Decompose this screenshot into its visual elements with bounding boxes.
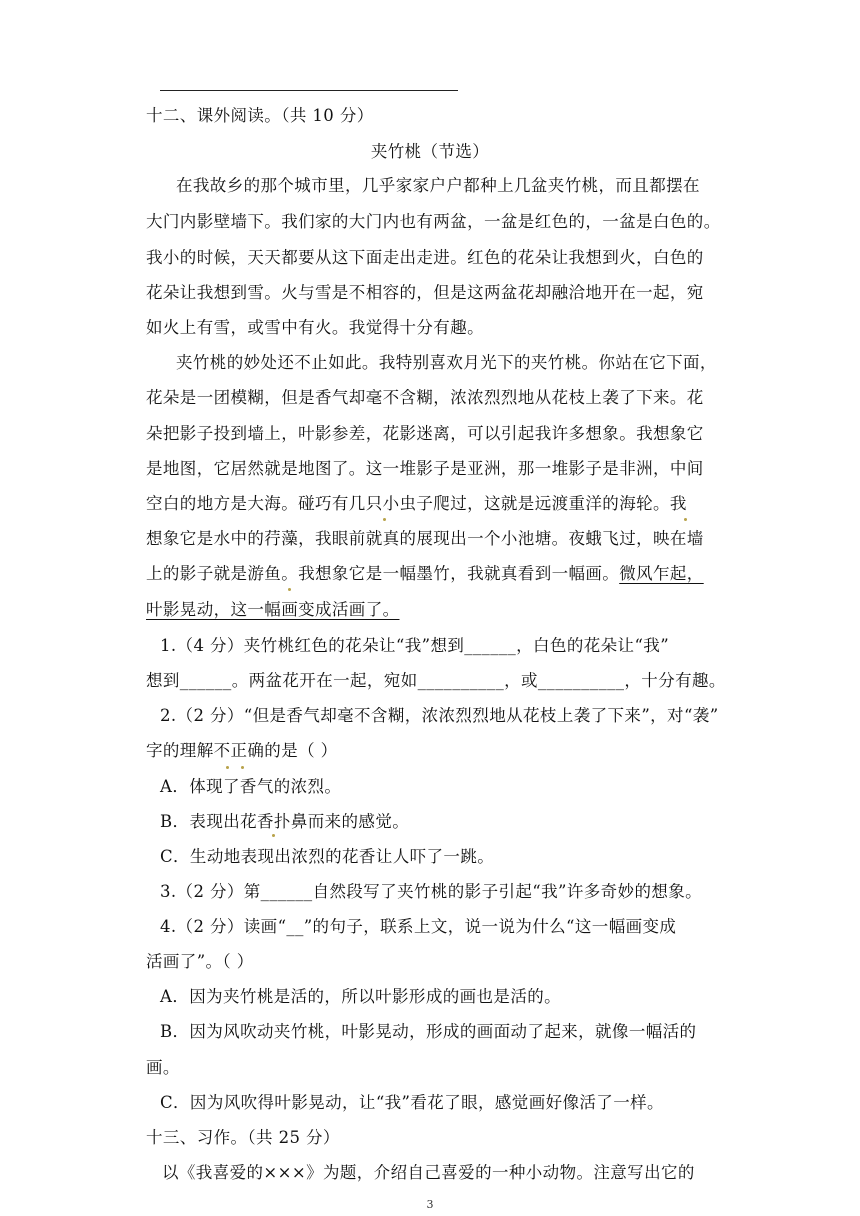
section-heading-reading: 十二、课外阅读。（共 10 分） — [146, 106, 374, 125]
passage-line: 花朵是一团模糊，但是香气却毫不含糊，浓浓烈烈地从花枝上袭了下来。花 — [146, 388, 704, 407]
question-4-option-c: C．因为风吹得叶影晃动，让“我”看花了眼，感觉画好像活了一样。 — [160, 1093, 664, 1112]
emphasis-dot — [272, 834, 275, 837]
emphasis-dot — [383, 518, 386, 521]
emphasis-dot — [288, 588, 291, 591]
question-2-option-a: A．体现了香气的浓烈。 — [160, 777, 342, 796]
emphasis-dot — [684, 518, 687, 521]
passage-title: 夹竹桃（节选） — [370, 142, 490, 161]
section-heading-writing: 十三、习作。（共 25 分） — [146, 1128, 340, 1147]
passage-line-text: 上的影子就是游鱼。我想象它是一幅墨竹，我就真看到一幅画。 — [146, 564, 620, 583]
question-2-line2: 字的理解不正确的是（ ） — [146, 741, 338, 760]
page-number: 3 — [426, 1198, 434, 1211]
question-3: 3.（2 分）第______自然段写了夹竹桃的影子引起“我”许多奇妙的想象。 — [160, 882, 703, 901]
question-2-line1: 2.（2 分）“但是香气却毫不含糊，浓浓烈烈地从花枝上袭了下来”，对“袭” — [160, 706, 719, 725]
passage-line: 在我故乡的那个城市里，几乎家家户户都种上几盆夹竹桃，而且都摆在 — [176, 176, 700, 195]
underlined-sentence-part2: 叶影晃动，这一幅画变成活画了。 — [146, 600, 400, 619]
passage-line: 夹竹桃的妙处还不止如此。我特别喜欢月光下的夹竹桃。你站在它下面， — [176, 353, 717, 372]
passage-line: 我小的时候，天天都要从这下面走出走进。红色的花朵让我想到火，白色的 — [146, 248, 704, 267]
emphasis-dot — [226, 766, 229, 769]
passage-line: 想象它是水中的荇藻，我眼前就真的展现出一个小池塘。夜蛾飞过，映在墙 — [146, 529, 704, 548]
passage-line: 是地图，它居然就是地图了。这一堆影子是亚洲，那一堆影子是非洲，中间 — [146, 459, 704, 478]
answer-line — [160, 90, 458, 91]
question-4-option-b-line2: 画。 — [146, 1058, 180, 1077]
question-1-line2: 想到______。两盆花开在一起，宛如__________，或__________，十分有趣。 — [146, 671, 726, 690]
underlined-sentence-part1: 微风乍起， — [619, 564, 704, 583]
passage-line: 朵把影子投到墙上，叶影参差，花影迷离，可以引起我许多想象。我想象它 — [146, 424, 704, 443]
passage-line: 空白的地方是大海。碰巧有几只小虫子爬过，这就是远渡重洋的海轮。我 — [146, 494, 687, 513]
passage-line: 如火上有雪，或雪中有火。我觉得十分有趣。 — [146, 318, 484, 337]
question-4-line1: 4.（2 分）读画“__”的句子，联系上文，说一说为什么“这一幅画变成 — [160, 917, 677, 936]
question-4-option-b-line1: B．因为风吹动夹竹桃，叶影晃动，形成的画面动了起来，就像一幅活的 — [160, 1022, 697, 1041]
writing-prompt: 以《我喜爱的×××》为题，介绍自己喜爱的一种小动物。注意写出它的 — [162, 1163, 695, 1182]
passage-line — [146, 564, 704, 584]
emphasis-dot — [241, 766, 244, 769]
question-4-option-a: A．因为夹竹桃是活的，所以叶影形成的画也是活的。 — [160, 987, 562, 1006]
question-4-line2: 活画了”。（ ） — [146, 952, 254, 971]
passage-line: 大门内影壁墙下。我们家的大门内也有两盆，一盆是红色的，一盆是白色的。 — [146, 212, 721, 231]
question-2-option-b: B．表现出花香扑鼻而来的感觉。 — [160, 812, 410, 831]
passage-line: 花朵让我想到雪。火与雪是不相容的，但是这两盆花却融洽地开在一起，宛 — [146, 283, 704, 302]
question-2-option-c: C．生动地表现出浓烈的花香让人吓了一跳。 — [160, 847, 495, 866]
question-1-line1: 1.（4 分）夹竹桃红色的花朵让“我”想到______，白色的花朵让“我” — [160, 636, 670, 655]
